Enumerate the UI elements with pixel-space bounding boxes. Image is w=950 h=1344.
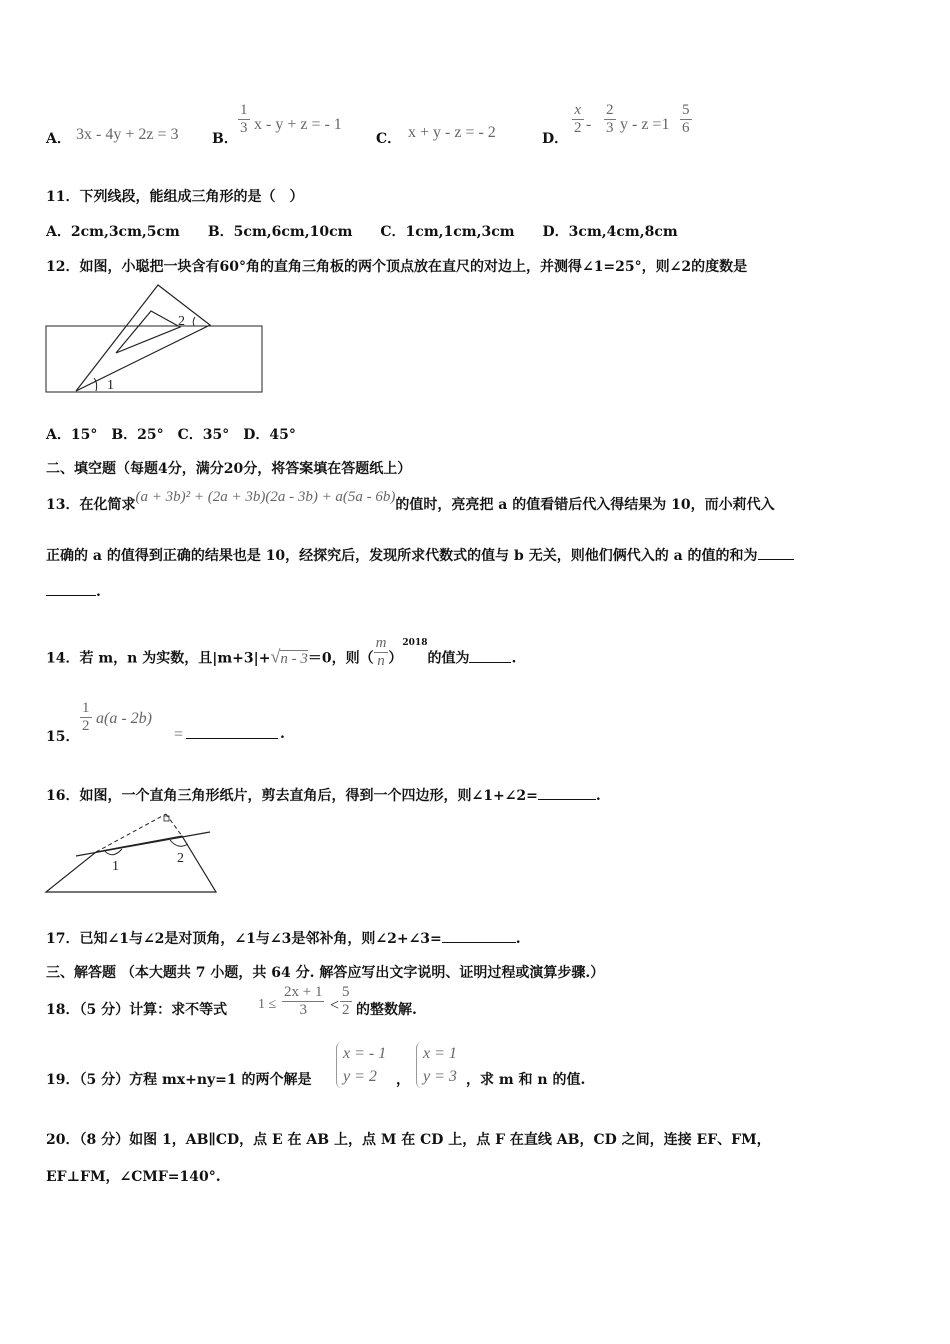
- q17-line: [46, 928, 521, 948]
- q11-stem: 11．下列线段，能组成三角形的是（ ）: [46, 189, 304, 205]
- fig12-label-2: 2: [178, 314, 185, 329]
- cut-line: [76, 832, 210, 856]
- fig12-label-1: 1: [107, 378, 114, 393]
- q10-b-denominator: 3: [240, 120, 248, 136]
- triangle-inner: [116, 311, 180, 353]
- angle-1-arc: [94, 378, 97, 391]
- ruler-rectangle: [46, 326, 262, 392]
- q17-end: .: [515, 931, 521, 947]
- q17-stem: 17．已知∠1与∠2是对顶角，∠1与∠3是邻补角，则∠2+∠3=: [46, 931, 442, 947]
- q13-answer-blank-1: [758, 547, 794, 560]
- q13-line-3: [46, 583, 101, 600]
- triangle-outer: [76, 285, 210, 391]
- q10-option-a-label: A．: [46, 131, 71, 147]
- q13-answer-blank-2: [46, 583, 96, 596]
- q10-b-numerator: 1: [240, 102, 248, 118]
- q19-sys2-eq1: x = 1: [423, 1045, 457, 1062]
- q14-frac-den: n: [377, 653, 385, 669]
- q10-option-d-label: D．: [542, 131, 569, 147]
- q15-frac-num: 1: [82, 700, 90, 716]
- sqrt-sign-icon: √: [270, 646, 281, 667]
- q12-ruler-triangle-figure: [40, 283, 270, 398]
- q10-option-c-expr: x + y - z = - 2: [408, 124, 496, 141]
- q13-line-2: [46, 545, 794, 565]
- q10-d-num2: 2: [606, 102, 614, 118]
- q10-d-num1: x: [572, 102, 584, 120]
- dashed-edge-right: [166, 814, 182, 836]
- q14-line: [46, 635, 517, 676]
- q15-frac-den: 2: [82, 718, 90, 734]
- q18-frac-num: 2x + 1: [284, 984, 323, 1000]
- q19-sys2-eq2: y = 3: [423, 1068, 457, 1085]
- q10-d-fraction-1: [572, 102, 584, 137]
- q14-suffix: 的值为: [427, 650, 470, 667]
- q14-answer-blank: [469, 650, 511, 663]
- fig16-label-1: 1: [112, 859, 119, 874]
- section-2-heading: 二、填空题（每题4分，满分20分，将答案填在答题纸上）: [46, 461, 412, 477]
- q13-line-2-text: 正确的 a 的值得到正确的结果也是 10，经探究后，发现所求代数式的值与 b 无关，则他们俩代入的 a 的值的和为: [46, 548, 758, 564]
- q16-end: .: [595, 788, 601, 804]
- q13-end: .: [96, 584, 101, 600]
- q19-comma: ，: [396, 1072, 410, 1088]
- q14-sqrt-radicand: n - 3: [280, 650, 308, 667]
- q14-mid: ＝0，则（: [307, 650, 374, 667]
- q14-frac-num: m: [375, 635, 387, 651]
- q16-line: [46, 785, 601, 805]
- q19-sys1-eq1: x = - 1: [343, 1045, 387, 1062]
- q14-close: ）: [388, 650, 403, 667]
- q10-d-num3: 5: [682, 102, 690, 118]
- q12-stem: 12．如图，小聪把一块含有60°角的直角三角板的两个顶点放在直尺的对边上，并测得∠1=25°，则∠2的度数是: [46, 259, 748, 275]
- q15-end: .: [280, 726, 285, 742]
- q20-line-1: 20．（8 分）如图 1，AB∥CD，点 E 在 AB 上，点 M 在 CD 上，点 F 在直线 AB，CD 之间，连接 EF、FM，: [46, 1132, 771, 1148]
- q10-option-b-expr: x - y + z = - 1: [254, 116, 342, 133]
- q12-options: A．15° B．25° C．35° D．45°: [46, 427, 296, 443]
- q13-expression: (a + 3b)² + (2a + 3b)(2a - 3b) + a(5a - 6b): [135, 489, 396, 505]
- q18-less-than: <: [330, 997, 340, 1014]
- q13-line-1: [46, 489, 775, 514]
- q17-answer-blank: [442, 930, 516, 943]
- q13-prefix: 13．在化简求: [46, 497, 136, 513]
- q14-prefix: 14．若 m，n 为实数，且|m+3|+: [46, 650, 271, 667]
- q14-power: 2018: [402, 638, 428, 648]
- q10-option-b-label: B．: [212, 131, 238, 147]
- q10-d-fraction-2: [604, 102, 616, 137]
- q10-option-a-expr: 3x - 4y + 2z = 3: [76, 126, 179, 143]
- q15-answer-blank: [186, 726, 278, 739]
- q18-suffix: 的整数解.: [356, 1002, 417, 1018]
- q18-fraction: [282, 984, 324, 1019]
- q18-frac2-den: 2: [342, 1002, 350, 1018]
- q14-end: .: [511, 650, 517, 667]
- fig16-label-2: 2: [177, 851, 184, 866]
- q15-fraction: [80, 700, 92, 735]
- q15-prefix: 15．: [46, 729, 80, 745]
- q18-frac2-num: 5: [342, 984, 350, 1000]
- q10-d-den3: 6: [682, 120, 690, 136]
- q19-system-2: [416, 1042, 457, 1088]
- q18-frac-den: 3: [299, 1002, 307, 1018]
- q10-d-rest: y - z =1: [620, 116, 670, 133]
- q10-d-minus: -: [586, 116, 592, 133]
- q10-d-fraction-3: [680, 102, 692, 137]
- q16-answer-blank: [538, 787, 596, 800]
- q14-fraction: [374, 635, 389, 670]
- q18-left-bound: 1 ≤: [258, 997, 277, 1012]
- section-3-heading: 三、解答题 （本大题共 7 小题，共 64 分. 解答应写出文字说明、证明过程或演算步骤.）: [46, 965, 605, 981]
- angle-2-arc: [193, 317, 195, 326]
- q16-cut-triangle-figure: [42, 808, 222, 896]
- q10-option-c-label: C．: [376, 131, 402, 147]
- q15-equals: =: [174, 726, 184, 743]
- q10-d-den1: 2: [574, 120, 582, 136]
- q18-fraction-2: [340, 984, 352, 1019]
- q15-expression: a(a - 2b): [96, 710, 152, 727]
- q10-option-b-fraction: [238, 102, 250, 137]
- q10-d-den2: 3: [606, 120, 614, 136]
- q18-prefix: 18．（5 分）计算：求不等式: [46, 1002, 228, 1018]
- q19-prefix: 19．（5 分）方程 mx+ny=1 的两个解是: [46, 1072, 312, 1088]
- q13-suffix: 的值时，亮亮把 a 的值看错后代入得结果为 10，而小莉代入: [395, 497, 775, 513]
- q11-options: A．2cm,3cm,5cm B．5cm,6cm,10cm C．1cm,1cm,3cm D．3cm,4cm,8cm: [46, 224, 678, 240]
- q20-line-2: EF⊥FM，∠CMF=140°.: [46, 1169, 221, 1185]
- q19-suffix: ，求 m 和 n 的值.: [466, 1072, 586, 1088]
- q16-stem: 16．如图，一个直角三角形纸片，剪去直角后，得到一个四边形，则∠1+∠2=: [46, 788, 538, 804]
- q19-system-1: [336, 1042, 386, 1088]
- quadrilateral-outline: [46, 836, 216, 892]
- q19-sys1-eq2: y = 2: [343, 1068, 377, 1085]
